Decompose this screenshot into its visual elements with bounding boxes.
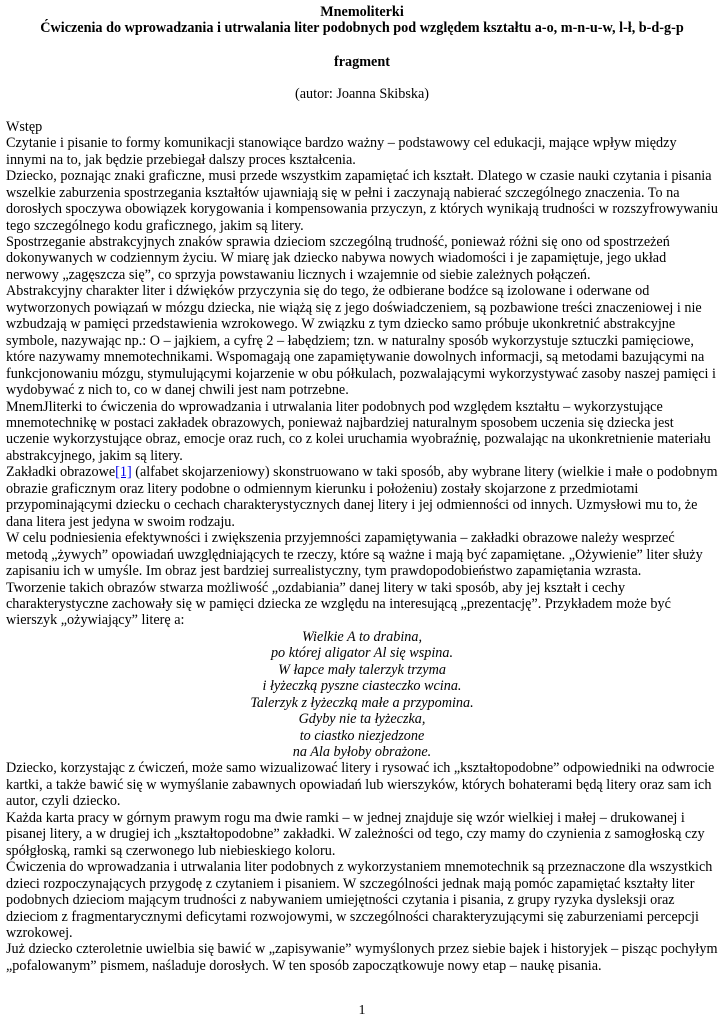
- paragraph: W celu podniesienia efektywności i zwiększenia przyjemności zapamiętywania – zakładki obrazowe należy wesprzeć metodą „żywych” opowiadań uwzględniających te rzeczy, które są ważne i mają być zapamiętane. „Ożywienie” liter służy zapisaniu ich w umyśle. Im obraz jest bardziej surrealistyczny, tym prawdopodobieństwo zapamiętania wzrasta.: [6, 530, 703, 580]
- zakladki-text-start: Zakładki obrazowe: [6, 464, 116, 481]
- poem-line: i łyżeczką pyszne ciasteczko wcina.: [262, 678, 462, 695]
- paragraph: Abstrakcyjny charakter liter i dźwięków przyczynia się do tego, że odbierane bodźce są izolowane i oderwane od wytworzonych powiązań w mózgu dziecka, nie wiążą się z jego doświadczeniem, są pozbawione treści znaczeniowej i nie wzbudzają w pamięci przedstawienia wzrokowego. W związku z tym dziecko samo próbuje ukonkretnić abstrakcyjne symbole, nazywając np.: O – jajkiem, a cyfrę 2 – łabędziem; tzn. w naturalny sposób wykorzystuje sztuczki pamięciowe, które nazywamy mnemotechnikami. Wspomagają one zapamiętywanie dowolnych informacji, są metodami bazującymi na funkcjonowaniu mózgu, stymulującymi kojarzenie w obu półkulach, pozwalającymi wykorzystywać zasoby naszej pamięci i wydobywać z nich to, co w danej chwili jest nam potrzebne.: [6, 283, 716, 399]
- paragraph-zakladki: [6, 464, 718, 530]
- poem-line: Talerzyk z łyżeczką małe a przypomina.: [250, 694, 474, 711]
- paragraph: Dziecko, korzystając z ćwiczeń, może samo wizualizować litery i rysować ich „kształtopodobne” odpowiedniki na odwrocie kartki, a także bawić się w wymyślanie zabawnych opowiadań lub wierszyków, których bohaterami będą litery oraz sam ich autor, czyli dziecko.: [6, 760, 715, 810]
- paragraph: Tworzenie takich obrazów stwarza możliwość „ozdabiania” danej litery w taki sposób, aby jej kształt i cechy charakterystyczne zachowały się w pamięci dziecka ze względu na interesującą „prezentację”. Przykładem może być wierszyk „ożywiający” literę a:: [6, 579, 671, 629]
- footnote-link[interactable]: [1]: [115, 464, 132, 481]
- document-subtitle: Ćwiczenia do wprowadzania i utrwalania liter podobnych pod względem kształtu a-o, m-n-u-w, l-ł, b-d-g-p: [40, 20, 684, 37]
- document-title: Mnemoliterki: [320, 4, 404, 20]
- poem: [6, 629, 718, 761]
- intro-heading: Wstęp: [6, 118, 43, 135]
- paragraph: Już dziecko czteroletnie uwielbia się bawić w „zapisywanie” wymyślonych przez siebie bajek i historyjek – pisząc pochyłym „pofalowanym” pismem, naśladuje dorosłych. W ten sposób zapoczątkowuje nowy etap – naukę pisania.: [6, 941, 718, 974]
- page-number: 1: [358, 1003, 366, 1018]
- paragraph: Ćwiczenia do wprowadzania i utrwalania liter podobnych z wykorzystaniem mnemotechnik są przeznaczone dla wszystkich dzieci rozpoczynających przygodę z czytaniem i pisaniem. W szczególności jednak mają pomóc zapamiętać kształty liter podobnych dzieciom mającym trudności z nabywaniem umiejętności czytania i pisania, z grupy ryzyka dysleksji oraz dzieciom z fragmentarycznymi deficytami rozwojowymi, w szczególności charakteryzującymi się zaburzeniami percepcji wzrokowej.: [6, 859, 713, 942]
- fragment-label: fragment: [334, 53, 390, 70]
- paragraph: Dziecko, poznając znaki graficzne, musi przede wszystkim zapamiętać ich kształt. Dlatego w czasie nauki czytania i pisania wszelkie zaburzenia spostrzegania kształtów ujawniają się w pełni i zaczynają nabierać szczególnego znaczenia. To na dorosłych spoczywa obowiązek korygowania i kompensowania przyczyn, z których wynikają trudności w rozszyfrowywaniu tego szczególnego kodu graficznego, jakim są litery.: [6, 168, 718, 234]
- paragraph: MnemJliterki to ćwiczenia do wprowadzania i utrwalania liter podobnych pod względem kształtu – wykorzystujące mnemotechnikę w postaci zakładek obrazowych, ponieważ najbardziej naturalnym sposobem uczenia się dziecka jest uczenie wykorzystujące obraz, emocje oraz ruch, co z kolei uruchamia wyobraźnię, pozwalając na ukonkretnienie materiału abstrakcyjnego, jakim są litery.: [6, 398, 711, 464]
- poem-line: po której aligator Al się wspina.: [270, 645, 454, 662]
- poem-line: Gdyby nie ta łyżeczka,: [298, 711, 426, 728]
- poem-line: to ciastko niezjedzone: [299, 727, 425, 744]
- author-line: (autor: Joanna Skibska): [295, 86, 429, 103]
- paragraph: Czytanie i pisanie to formy komunikacji stanowiące bardzo ważny – podstawowy cel edukacji, mające wpływ między innymi na to, jak będzie przebiegał dalszy proces kształcenia.: [6, 135, 677, 168]
- paragraph: Każda karta pracy w górnym prawym rogu ma dwie ramki – w jednej znajduje się wzór wielkiej i małej – drukowanej i pisanej litery, a w drugiej ich „kształtopodobne” zakładki. W zależności od tego, czy mamy do czynienia z samogłoską czy spółgłoską, ramki są czerwonego lub niebieskiego koloru.: [6, 809, 705, 859]
- poem-line: na Ala byłoby obrażone.: [292, 744, 432, 761]
- poem-line: W łapce mały talerzyk trzyma: [278, 661, 446, 678]
- document-page: [6, 4, 718, 974]
- paragraph: Spostrzeganie abstrakcyjnych znaków sprawia dzieciom szczególną trudność, ponieważ różni się ono od spostrzeżeń dokonywanych w codziennym życiu. W miarę jak dziecko nabywa nowych wiadomości i je zapamiętuje, jego układ nerwowy „zagęszcza się”, co sprzyja powstawaniu licznych i wzajemnie od siebie zależnych połączeń.: [6, 233, 670, 283]
- poem-line: Wielkie A to drabina,: [301, 628, 423, 645]
- zakladki-text-end: (alfabet skojarzeniowy) skonstruowano w taki sposób, aby wybrane litery (wielkie i małe o podobnym obrazie graficznym oraz litery podobne o odmiennym kierunku i położeniu) zostały skojarzone z przedmiotami przypominającymi dziecku o cechach charakterystycznych danej litery i jej odmienności od innych. Uzmysłowi mu to, że dana litera jest jedyna w swoim rodzaju.: [6, 464, 718, 530]
